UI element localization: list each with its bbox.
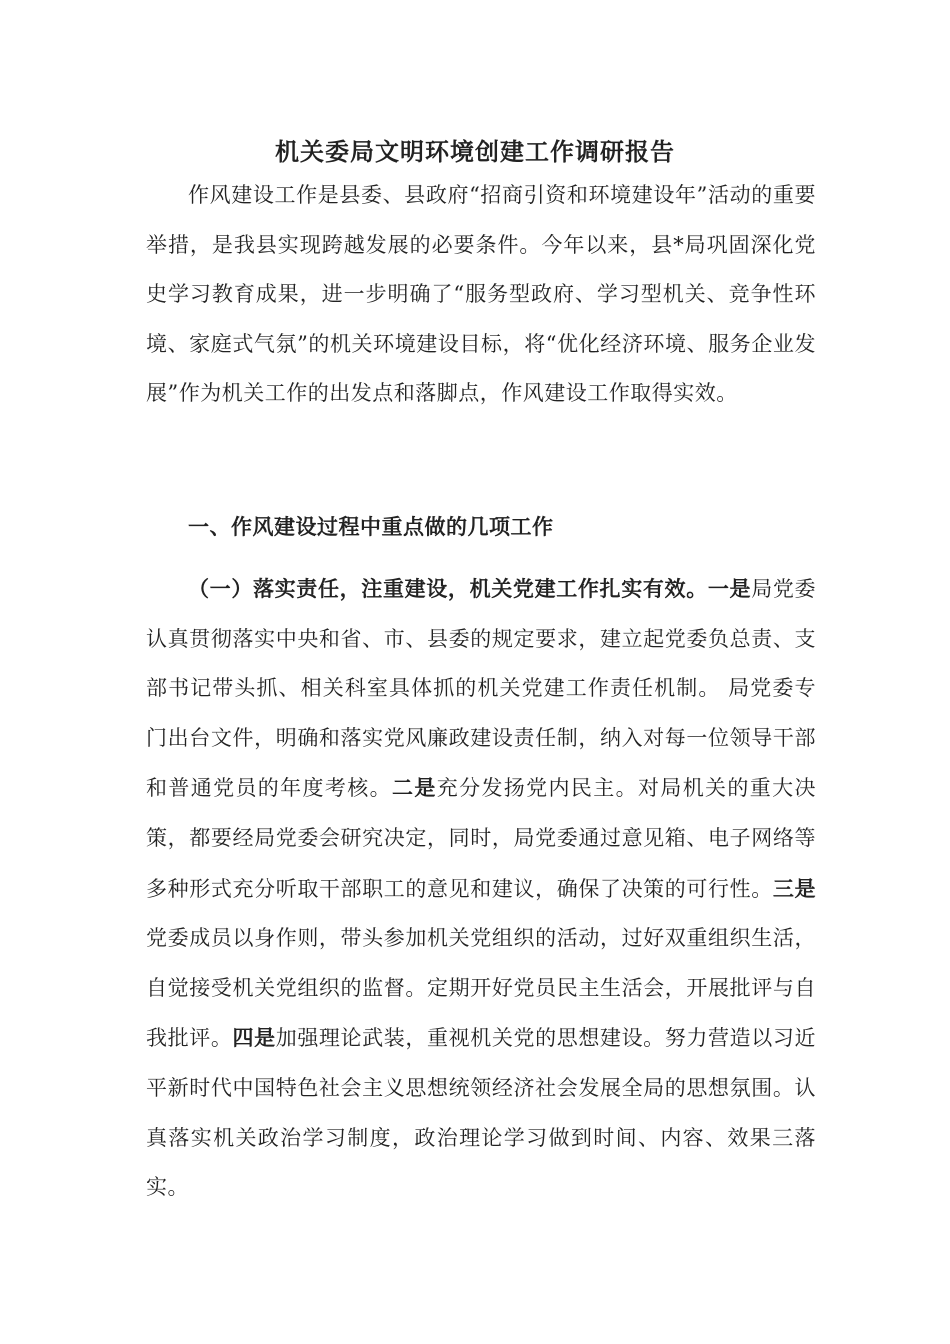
point-marker-3: 三是	[772, 875, 817, 901]
section-1-paragraph	[146, 564, 816, 1213]
point-text-3: 党委成员以身作则，带头参加机关党组织的活动，过好双重组织生活，自觉接受机关党组织的监督。定期开好党员民主生活会，开展批评与自我批评。	[146, 926, 816, 1051]
point-marker-4: 四是	[232, 1025, 276, 1051]
page-title: 机关委局文明环境创建工作调研报告	[275, 137, 675, 166]
point-marker-2: 二是	[391, 775, 437, 801]
point-text-4: 加强理论武装，重视机关党的思想建设。努力营造以习近平新时代中国特色社会主义思想统领经济社会发展全局的思想氛围。认真落实机关政治学习制度，政治理论学习做到时间、内容、效果三落实。	[146, 1026, 817, 1200]
section-heading-1: 一、作风建设过程中重点做的几项工作	[188, 514, 554, 539]
point-text-1: 局党委认真贯彻落实中央和省、市、县委的规定要求，建立起党委负总责、支部书记带头抓、相关科室具体抓的机关党建工作责任机制。 局党委专门出台文件，明确和落实党风廉政建设责任制，纳入对每一位领导干部和普通党员的年度考核。	[146, 577, 817, 801]
subsection-lead: （一）落实责任，注重建设，机关党建工作扎实有效。	[188, 576, 708, 601]
intro-paragraph: 作风建设工作是县委、县政府“招商引资和环境建设年”活动的重要举措，是我县实现跨越发展的必要条件。今年以来，县*局巩固深化党史学习教育成果，进一步明确了“服务型政府、学习型机关、竞争性环境、家庭式气氛”的机关环境建设目标，将“优化经济环境、服务企业发展”作为机关工作的出发点和落脚点，作风建设工作取得实效。	[146, 183, 816, 406]
point-text-2: 充分发扬党内民主。对局机关的重大决策，都要经局党委会研究决定，同时，局党委通过意见箱、电子网络等多种形式充分听取干部职工的意见和建议，确保了决策的可行性。	[146, 776, 817, 901]
point-marker-1: 一是	[707, 576, 752, 601]
